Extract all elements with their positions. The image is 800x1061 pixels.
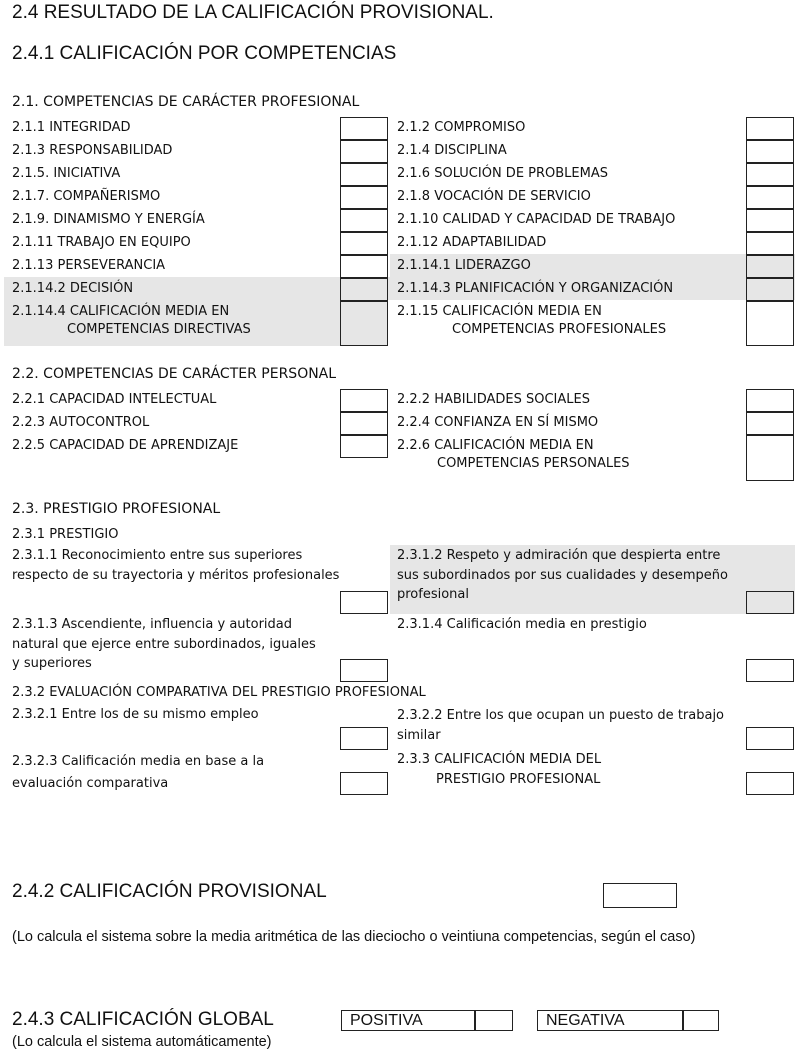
score-box-reconocimiento[interactable] xyxy=(340,591,388,614)
label-capacidad-aprendizaje: 2.2.5 CAPACIDAD DE APRENDIZAJE xyxy=(12,438,239,453)
label-media-prestigio-profesional xyxy=(397,751,601,789)
label-autocontrol: 2.2.3 AUTOCONTROL xyxy=(12,415,150,430)
label-habilidades-sociales: 2.2.2 HABILIDADES SOCIALES xyxy=(397,392,590,407)
score-box-media-prestigio-profesional[interactable] xyxy=(746,772,794,795)
score-box-media-personales[interactable] xyxy=(746,435,794,481)
score-box-perseverancia[interactable] xyxy=(340,255,388,278)
positiva-label: POSITIVA xyxy=(350,1012,423,1029)
label-disciplina: 2.1.4 DISCIPLINA xyxy=(397,143,507,158)
score-box-media-directivas[interactable] xyxy=(340,301,388,346)
label-media-directivas-line2: COMPETENCIAS DIRECTIVAS xyxy=(67,322,251,337)
label-media-evaluacion-comparativa: 2.3.2.3 Calificación media en base a la evaluación comparativa xyxy=(12,754,265,791)
competencias-personales-title: 2.2. COMPETENCIAS DE CARÁCTER PERSONAL xyxy=(12,366,337,382)
calificacion-provisional-title: 2.4.2 CALIFICACIÓN PROVISIONAL xyxy=(12,881,327,902)
calificacion-provisional-note: (Lo calcula el sistema sobre la media aritmética de las dieciocho o veintiuna competencias, según el caso) xyxy=(12,929,696,945)
label-liderazgo: 2.1.14.1 LIDERAZGO xyxy=(397,258,531,273)
label-ascendiente: 2.3.1.3 Ascendiente, influencia y autoridad natural que ejerce entre subordinados, iguales y superiores xyxy=(12,617,316,671)
label-iniciativa: 2.1.5. INICIATIVA xyxy=(12,166,121,181)
label-adaptabilidad: 2.1.12 ADAPTABILIDAD xyxy=(397,235,547,250)
label-companerismo: 2.1.7. COMPAÑERISMO xyxy=(12,189,161,204)
label-media-profesionales xyxy=(397,303,666,339)
calificacion-provisional-box[interactable] xyxy=(603,883,677,908)
competencias-profesionales-title: 2.1. COMPETENCIAS DE CARÁCTER PROFESIONAL xyxy=(12,94,360,110)
score-box-vocacion-servicio[interactable] xyxy=(746,186,794,209)
positiva-option xyxy=(341,1010,475,1031)
label-media-directivas-line1: 2.1.14.4 CALIFICACIÓN MEDIA EN xyxy=(12,304,230,319)
score-box-dinamismo[interactable] xyxy=(340,209,388,232)
negativa-checkbox[interactable] xyxy=(683,1010,719,1031)
label-reconocimiento-superiores: 2.3.1.1 Reconocimiento entre sus superiores respecto de su trayectoria y méritos profesionales xyxy=(12,548,340,583)
label-media-personales xyxy=(397,437,630,473)
label-solucion-problemas: 2.1.6 SOLUCIÓN DE PROBLEMAS xyxy=(397,166,609,181)
score-box-capacidad-aprendizaje[interactable] xyxy=(340,435,388,458)
score-box-media-prestigio[interactable] xyxy=(746,659,794,682)
label-calidad-trabajo: 2.1.10 CALIDAD Y CAPACIDAD DE TRABAJO xyxy=(397,212,676,227)
score-box-responsabilidad[interactable] xyxy=(340,140,388,163)
label-trabajo-equipo: 2.1.11 TRABAJO EN EQUIPO xyxy=(12,235,191,250)
score-box-media-evaluacion[interactable] xyxy=(340,772,388,795)
label-media-prestigio-profesional-line2: PRESTIGIO PROFESIONAL xyxy=(436,772,601,787)
label-capacidad-intelectual: 2.2.1 CAPACIDAD INTELECTUAL xyxy=(12,392,217,407)
score-box-autocontrol[interactable] xyxy=(340,412,388,435)
score-box-decision[interactable] xyxy=(340,278,388,301)
label-confianza: 2.2.4 CONFIANZA EN SÍ MISMO xyxy=(397,415,599,430)
score-box-adaptabilidad[interactable] xyxy=(746,232,794,255)
score-box-disciplina[interactable] xyxy=(746,140,794,163)
prestigio-subtitle: 2.3.1 PRESTIGIO xyxy=(12,527,119,542)
positiva-checkbox[interactable] xyxy=(475,1010,513,1031)
score-box-liderazgo[interactable] xyxy=(746,255,794,278)
score-box-habilidades-sociales[interactable] xyxy=(746,389,794,412)
label-respeto-subordinados: 2.3.1.2 Respeto y admiración que despierta entre sus subordinados por sus cualidades y desempeño profesional xyxy=(397,548,728,602)
label-media-directivas xyxy=(12,303,251,339)
prestigio-profesional-title: 2.3. PRESTIGIO PROFESIONAL xyxy=(12,501,221,517)
label-media-profesionales-line1: 2.1.15 CALIFICACIÓN MEDIA EN xyxy=(397,304,602,319)
score-box-respeto[interactable] xyxy=(746,591,794,614)
calificacion-global-title: 2.4.3 CALIFICACIÓN GLOBAL xyxy=(12,1009,274,1030)
score-box-companerismo[interactable] xyxy=(340,186,388,209)
score-box-mismo-empleo[interactable] xyxy=(340,727,388,750)
negativa-option xyxy=(537,1010,683,1031)
label-responsabilidad: 2.1.3 RESPONSABILIDAD xyxy=(12,143,173,158)
label-media-prestigio: 2.3.1.4 Calificación media en prestigio xyxy=(397,617,647,632)
score-box-ascendiente[interactable] xyxy=(340,659,388,682)
score-box-capacidad-intelectual[interactable] xyxy=(340,389,388,412)
label-vocacion-servicio: 2.1.8 VOCACIÓN DE SERVICIO xyxy=(397,189,591,204)
score-box-puesto-similar[interactable] xyxy=(746,727,794,750)
score-box-trabajo-equipo[interactable] xyxy=(340,232,388,255)
label-puesto-similar: 2.3.2.2 Entre los que ocupan un puesto de trabajo similar xyxy=(397,708,725,743)
score-box-planificacion[interactable] xyxy=(746,278,794,301)
label-mismo-empleo: 2.3.2.1 Entre los de su mismo empleo xyxy=(12,707,259,722)
score-box-solucion-problemas[interactable] xyxy=(746,163,794,186)
label-integridad: 2.1.1 INTEGRIDAD xyxy=(12,120,131,135)
score-box-compromiso[interactable] xyxy=(746,117,794,140)
label-media-profesionales-line2: COMPETENCIAS PROFESIONALES xyxy=(452,322,667,337)
label-decision: 2.1.14.2 DECISIÓN xyxy=(12,281,134,296)
section-heading: 2.4 RESULTADO DE LA CALIFICACIÓN PROVISIONAL. xyxy=(12,2,494,23)
evaluacion-comparativa-subtitle: 2.3.2 EVALUACIÓN COMPARATIVA DEL PRESTIGIO PROFESIONAL xyxy=(12,685,426,700)
score-box-integridad[interactable] xyxy=(340,117,388,140)
label-media-personales-line2: COMPETENCIAS PERSONALES xyxy=(437,456,630,471)
score-box-calidad-trabajo[interactable] xyxy=(746,209,794,232)
label-media-personales-line1: 2.2.6 CALIFICACIÓN MEDIA EN xyxy=(397,438,594,453)
subsection-heading-competencias: 2.4.1 CALIFICACIÓN POR COMPETENCIAS xyxy=(12,43,397,64)
negativa-label: NEGATIVA xyxy=(546,1012,625,1029)
score-box-media-profesionales[interactable] xyxy=(746,301,794,346)
label-dinamismo: 2.1.9. DINAMISMO Y ENERGÍA xyxy=(12,212,205,227)
score-box-confianza[interactable] xyxy=(746,412,794,435)
label-media-prestigio-profesional-line1: 2.3.3 CALIFICACIÓN MEDIA DEL xyxy=(397,752,602,767)
label-compromiso: 2.1.2 COMPROMISO xyxy=(397,120,526,135)
calificacion-global-note: (Lo calcula el sistema automáticamente) xyxy=(12,1034,272,1050)
label-perseverancia: 2.1.13 PERSEVERANCIA xyxy=(12,258,166,273)
label-planificacion: 2.1.14.3 PLANIFICACIÓN Y ORGANIZACIÓN xyxy=(397,281,674,296)
score-box-iniciativa[interactable] xyxy=(340,163,388,186)
